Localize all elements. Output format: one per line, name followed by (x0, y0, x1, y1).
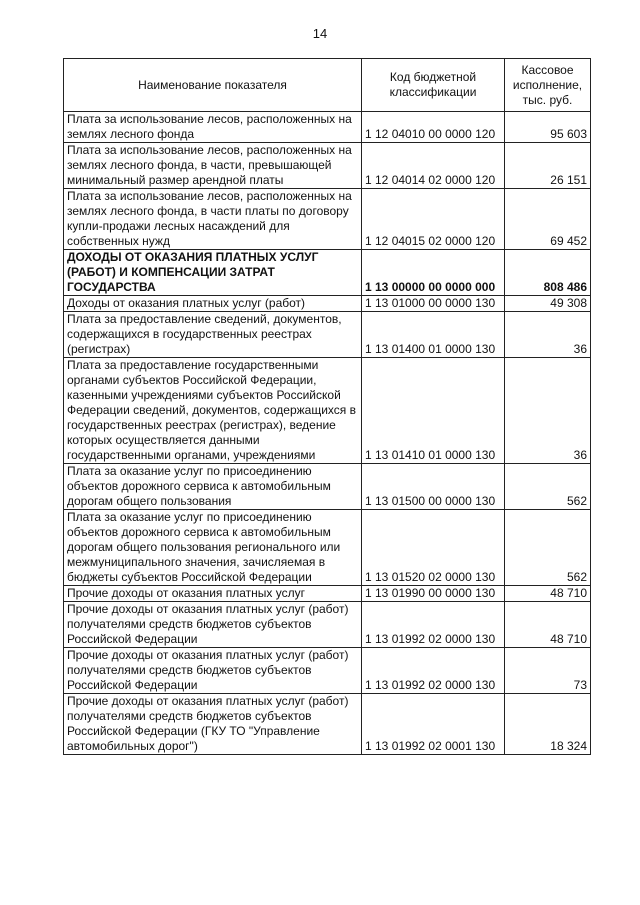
row-amount: 49 308 (505, 296, 591, 312)
table-row (64, 694, 591, 755)
row-code: 1 13 00000 00 0000 000 (362, 250, 505, 296)
table-row (64, 586, 591, 602)
header-name: Наименование показателя (64, 59, 362, 112)
table-row (64, 189, 591, 250)
row-name: ДОХОДЫ ОТ ОКАЗАНИЯ ПЛАТНЫХ УСЛУГ (РАБОТ) И КОМПЕНСАЦИИ ЗАТРАТ ГОСУДАРСТВА (64, 250, 362, 296)
row-name: Плата за предоставление сведений, документов, содержащихся в государственных реестрах (регистрах) (64, 312, 362, 358)
row-code: 1 13 01000 00 0000 130 (362, 296, 505, 312)
table-row (64, 602, 591, 648)
header-amount: Кассовое исполнение, тыс. руб. (505, 59, 591, 112)
row-code: 1 13 01410 01 0000 130 (362, 358, 505, 464)
row-name: Плата за использование лесов, расположенных на землях лесного фонда (64, 112, 362, 143)
row-name: Прочие доходы от оказания платных услуг (64, 586, 362, 602)
row-name: Прочие доходы от оказания платных услуг (работ) получателями средств бюджетов субъектов Российской Федерации (64, 648, 362, 694)
table-row (64, 464, 591, 510)
table-row (64, 296, 591, 312)
table-row (64, 143, 591, 189)
row-name: Плата за использование лесов, расположенных на землях лесного фонда, в части платы по договору купли-продажи лесных насаждений для собственных нужд (64, 189, 362, 250)
row-code: 1 13 01500 00 0000 130 (362, 464, 505, 510)
table-row-section-total (64, 250, 591, 296)
row-amount: 26 151 (505, 143, 591, 189)
row-name: Плата за оказание услуг по присоединению объектов дорожного сервиса к автомобильным дорогам общего пользования регионального или межмуниципального значения, зачисляемая в бюджеты субъектов Российской Федерации (64, 510, 362, 586)
row-name: Плата за оказание услуг по присоединению объектов дорожного сервиса к автомобильным дорогам общего пользования (64, 464, 362, 510)
row-amount: 69 452 (505, 189, 591, 250)
row-code: 1 12 04010 00 0000 120 (362, 112, 505, 143)
row-code: 1 13 01990 00 0000 130 (362, 586, 505, 602)
row-name: Прочие доходы от оказания платных услуг (работ) получателями средств бюджетов субъектов Российской Федерации (64, 602, 362, 648)
row-name: Плата за предоставление государственными органами субъектов Российской Федерации, казенными учреждениями субъектов Российской Федерации сведений, документов, содержащихся в государственных реестрах (регистрах), ведение которых осуществляется данными государственными органами, учреждениями (64, 358, 362, 464)
row-amount: 18 324 (505, 694, 591, 755)
row-code: 1 13 01992 02 0000 130 (362, 648, 505, 694)
table-row (64, 312, 591, 358)
row-code: 1 13 01520 02 0000 130 (362, 510, 505, 586)
row-name: Плата за использование лесов, расположенных на землях лесного фонда, в части, превышающей минимальный размер арендной платы (64, 143, 362, 189)
table-row (64, 648, 591, 694)
row-code: 1 12 04015 02 0000 120 (362, 189, 505, 250)
table-row (64, 510, 591, 586)
table-row (64, 358, 591, 464)
budget-revenue-table (63, 58, 591, 755)
table-row (64, 112, 591, 143)
row-amount: 36 (505, 312, 591, 358)
row-name: Прочие доходы от оказания платных услуг (работ) получателями средств бюджетов субъектов Российской Федерации (ГКУ ТО "Управление автомобильных дорог") (64, 694, 362, 755)
row-code: 1 13 01992 02 0000 130 (362, 602, 505, 648)
row-code: 1 13 01400 01 0000 130 (362, 312, 505, 358)
table-header-row (64, 59, 591, 112)
row-amount: 36 (505, 358, 591, 464)
row-amount: 95 603 (505, 112, 591, 143)
row-amount: 73 (505, 648, 591, 694)
header-code: Код бюджетной классификации (362, 59, 505, 112)
row-code: 1 12 04014 02 0000 120 (362, 143, 505, 189)
row-amount: 562 (505, 464, 591, 510)
row-amount: 562 (505, 510, 591, 586)
row-name: Доходы от оказания платных услуг (работ) (64, 296, 362, 312)
row-amount: 808 486 (505, 250, 591, 296)
row-code: 1 13 01992 02 0001 130 (362, 694, 505, 755)
row-amount: 48 710 (505, 602, 591, 648)
page-number: 14 (312, 26, 328, 41)
row-amount: 48 710 (505, 586, 591, 602)
